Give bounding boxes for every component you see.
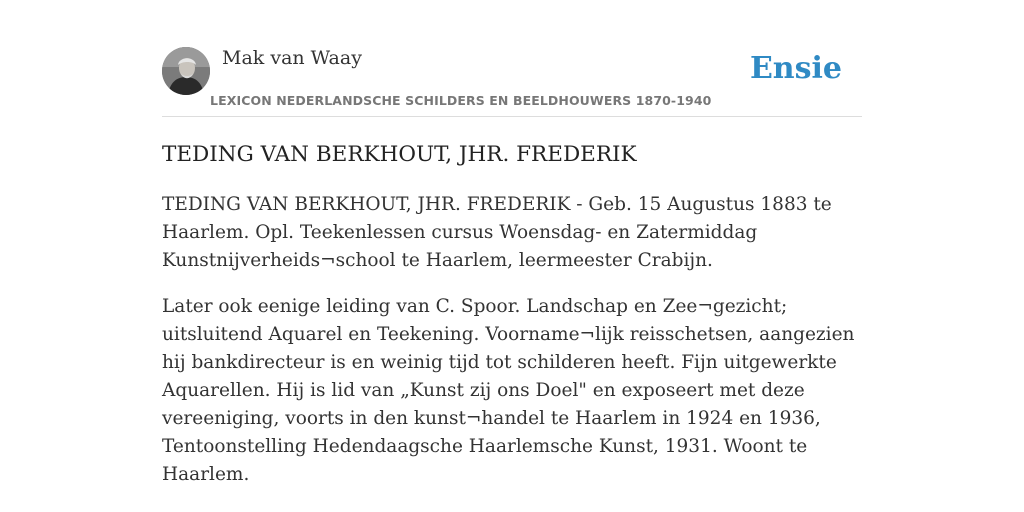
article-title: TEDING VAN BERKHOUT, JHR. FREDERIK xyxy=(162,142,637,167)
ensie-logo[interactable]: Ensie xyxy=(749,51,842,86)
author-name[interactable]: Mak van Waay xyxy=(222,47,362,69)
portrait-image xyxy=(162,47,210,95)
header xyxy=(162,46,862,117)
lexicon-title[interactable]: LEXICON NEDERLANDSCHE SCHILDERS EN BEELDHOUWERS 1870-1940 xyxy=(210,93,712,108)
article-paragraph: Later ook eenige leiding van C. Spoor. Landschap en Zee¬gezicht; uitsluitend Aquarel en Teekening. Voorname¬lijk reisschetsen, aangezien hij bankdirecteur is en weinig tijd tot schilderen heeft. Fijn uitgewerkte Aquarellen. Hij is lid van „Kunst zij ons Doel" en exposeert met deze vereeniging, voorts in den kunst¬handel te Haarlem in 1924 en 1936, Tentoonstelling Hedendaagsche Haarlemsche Kunst, 1931. Woont te Haarlem. xyxy=(162,296,855,485)
article xyxy=(162,140,862,489)
author-avatar[interactable] xyxy=(162,47,210,95)
article-paragraph: TEDING VAN BERKHOUT, JHR. FREDERIK - Geb. 15 Augustus 1883 te Haarlem. Opl. Teekenlessen cursus Woensdag- en Zatermiddag Kunstnijverheids¬school te Haarlem, leermeester Crabijn. xyxy=(162,194,832,271)
